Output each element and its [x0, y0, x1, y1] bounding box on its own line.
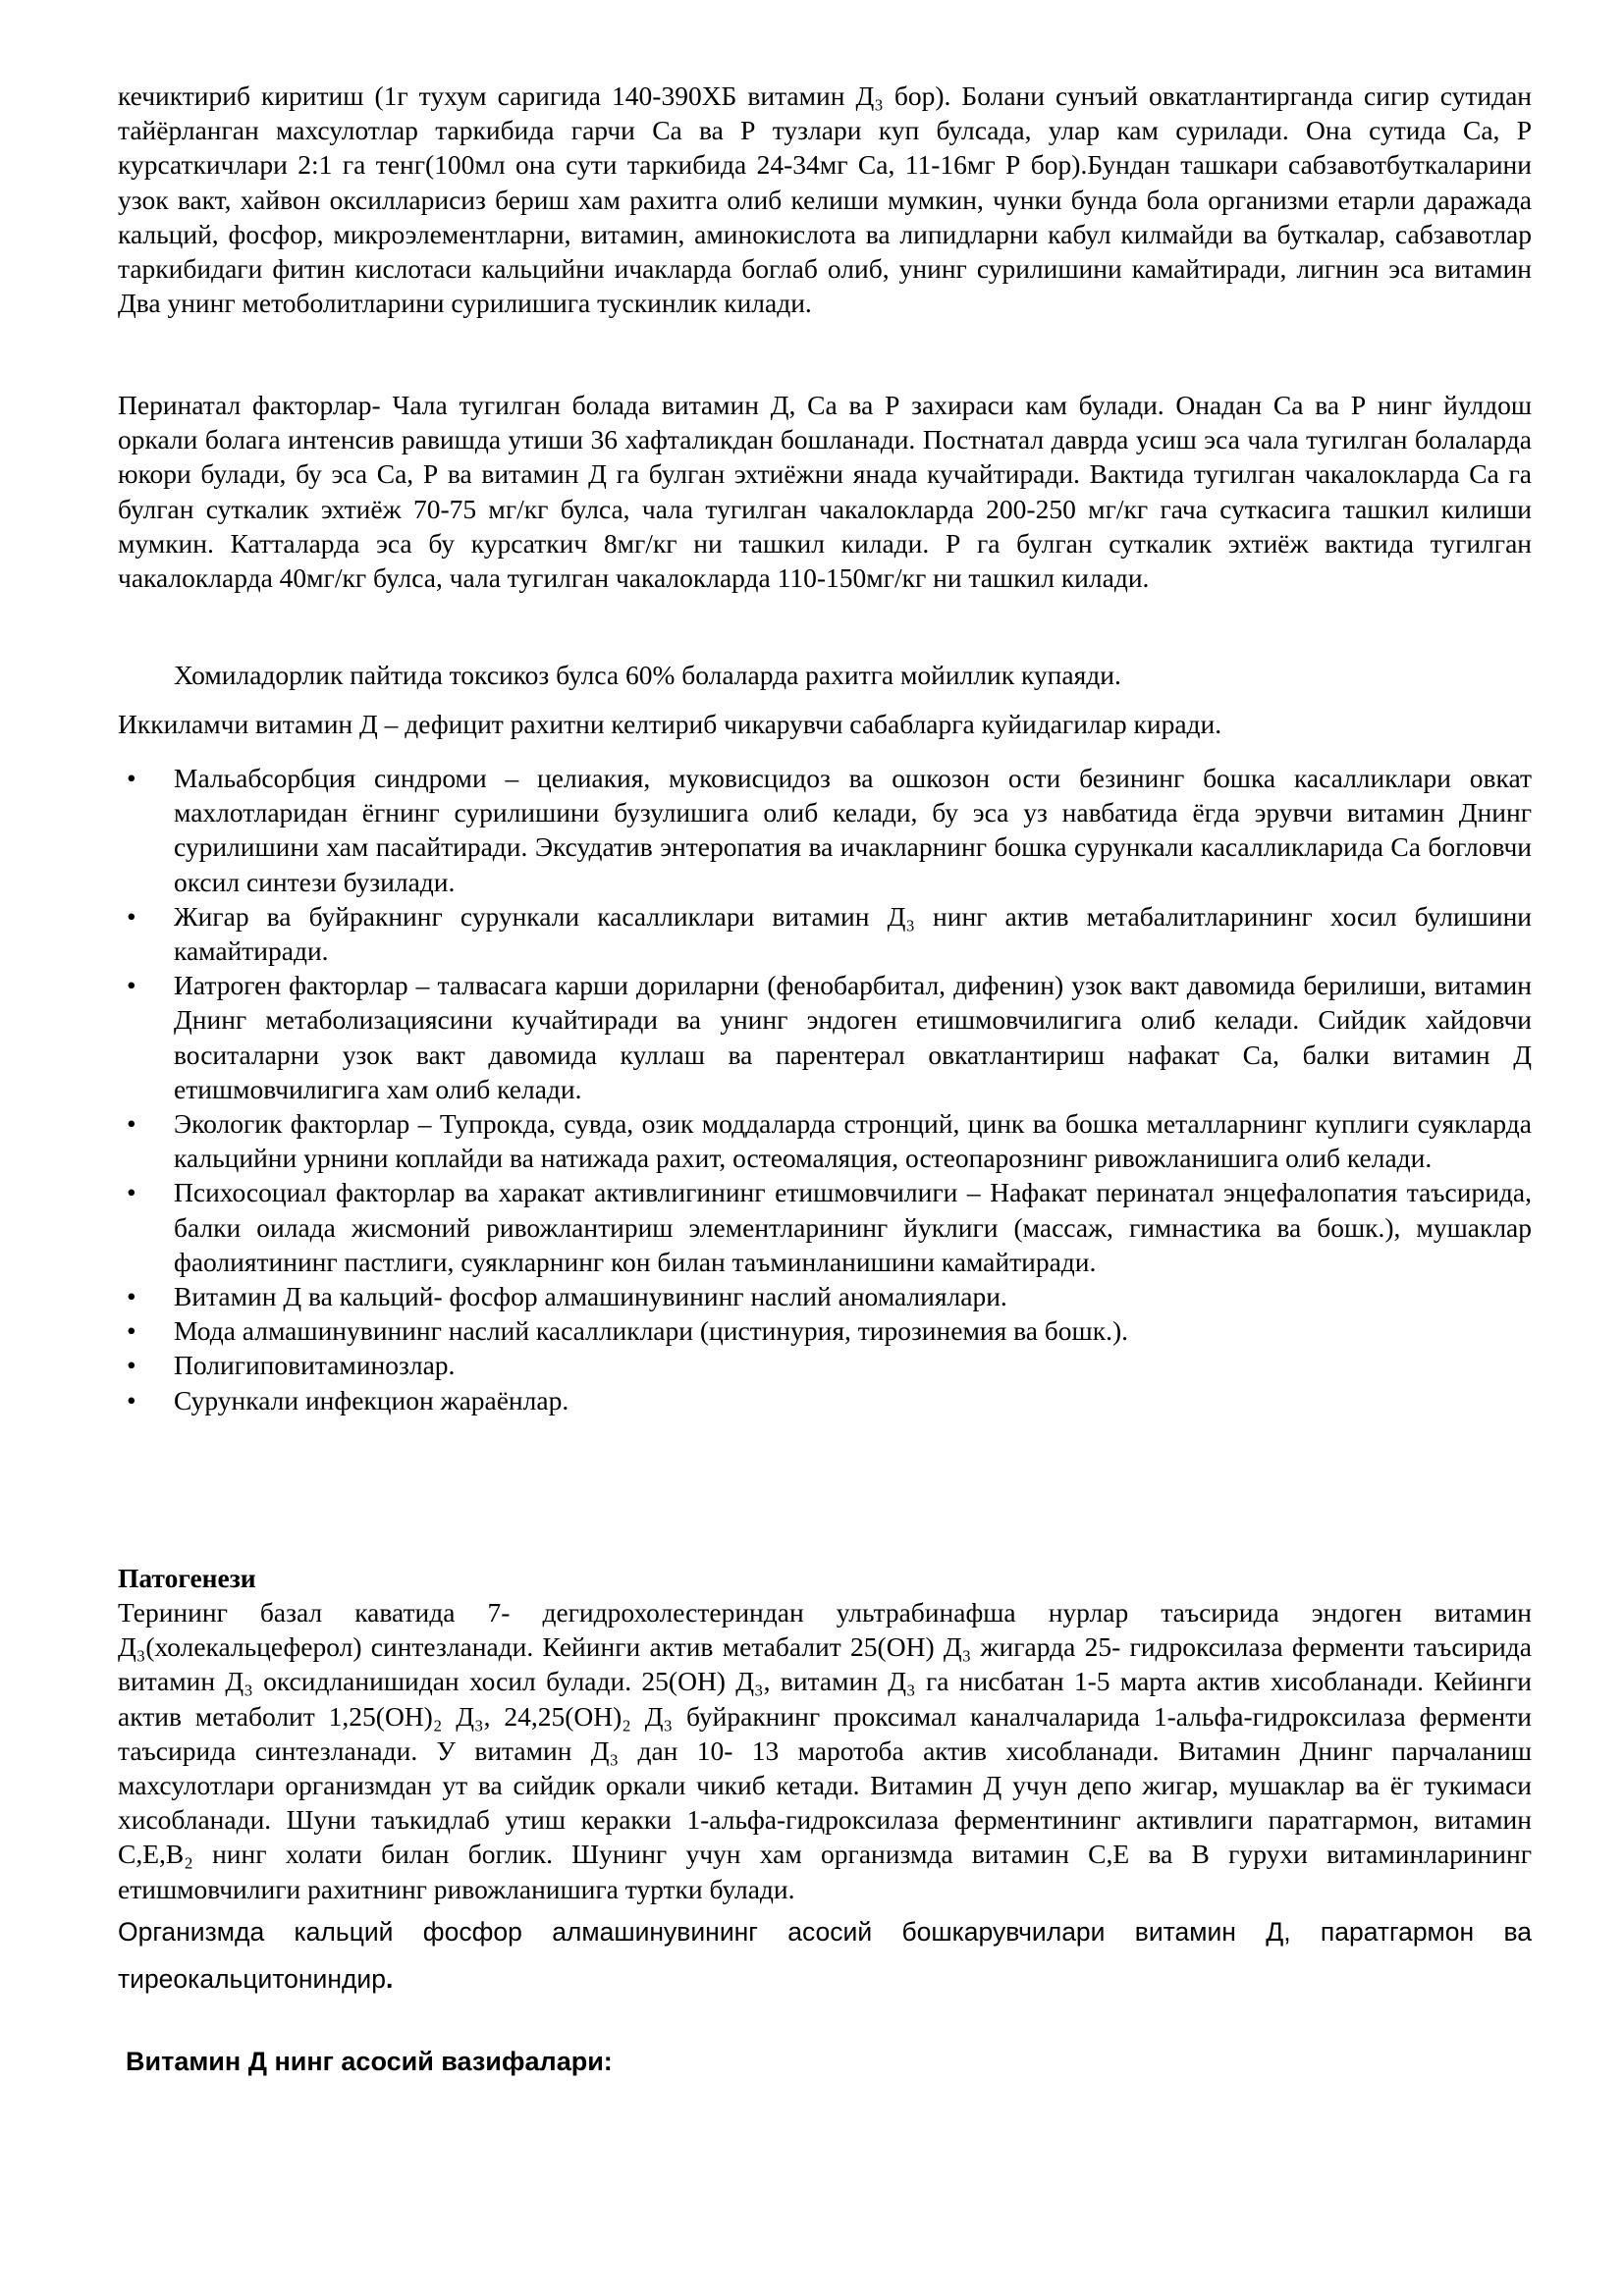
paragraph-nutrition-factors: кечиктириб киритиш (1г тухум саригида 140-390ХБ витамин Д₃ бор). Болани сунъий овкатлантирганда сигир сутидан тайёрланган махсулотлар таркибида гарчи Са ва Р тузлари куп булсада, улар кам сурилади. Она сутида Са, Р курсаткичлари 2:1 га тенг(100мл она сути таркибида 24-34мг Са, 11-16мг Р бор).Бундан ташкари сабзавотбуткаларини узок вакт, хайвон оксилларисиз бериш хам рахитга олиб келиши мумкин, чунки бунда бола организми етарли даражада кальций, фосфор, микроэлементларни, витамин, аминокислота ва липидларни кабул килмайди ва буткалар, сабзавотлар таркибидаги фитин кислотаси кальцийни ичакларда боглаб олиб, унинг сурилишини камайтиради, лигнин эса витамин Два унинг метоболитларини сурилишига тускинлик килади.: [118, 80, 1532, 319]
bullet-item-iatrogenic: [118, 968, 1532, 1106]
bullet-icon: •: [127, 1315, 136, 1347]
bullet-text: Психосоциал факторлар ва харакат активлигининг етишмовчилиги – Нафакат перинатал энцефалопатия таъсирида, балки оилада жисмоний ривожлантириш элементларининг йуклиги (массаж, гимнастика ва бошк.), мушаклар фаолиятининг пастлиги, суякларнинг кон билан таъминланишини камайтиради.: [174, 1177, 1532, 1277]
bullet-text: Иатроген факторлар – талвасага карши дориларни (фенобарбитал, дифенин) узок вакт давомида берилиши, витамин Днинг метаболизациясини кучайтиради ва унинг эндоген етишмовчилигига олиб келади. Сийдик хайдовчи воситаларни узок вакт давомида куллаш ва парентерал овкатлантириш нафакат Са, балки витамин Д етишмовчилигига хам олиб келади.: [174, 970, 1532, 1104]
paragraph-perinatal-factors: Перинатал факторлар- Чала тугилган болада витамин Д, Са ва Р захираси кам булади. Онадан Са ва Р нинг йулдош оркали болага интенсив равишда утиши 36 хафталикдан бошланади. Постнатал даврда усиш эса чала тугилган болаларда юкори булади, бу эса Са, Р ва витамин Д га булган эхтиёжни янада кучайтиради. Вактида тугилган чакалокларда Са га булган суткалик эхтиёж 70-75 мг/кг булса, чала тугилган чакалокларда 200-250 мг/кг гача суткасига ташкил килиши мумкин. Катталарда эса бу курсаткич 8мг/кг ни ташкил килади. Р га булган суткалик эхтиёж вактида тугилган чакалокларда 40мг/кг булса, чала тугилган чакалокларда 110-150мг/кг ни ташкил килади.: [118, 390, 1532, 594]
bullet-icon: •: [127, 970, 136, 1001]
pathogenesis-heading: Патогенези: [118, 1563, 256, 1593]
bullet-item-malabsorption: [118, 761, 1532, 899]
causes-bullet-list: [118, 761, 1532, 1417]
paragraph-pathogenesis: Терининг базал каватида 7- дегидрохолестериндан ультрабинафша нурлар таъсирида эндоген витамин Д₃(холекальцеферол) синтезланади. Кейинги актив метабалит 25(ОН) Д₃ жигарда 25- гидроксилаза ферменти таъсирида витамин Д₃ оксидланишидан хосил булади. 25(ОН) Д₃, витамин Д₃ га нисбатан 1-5 марта актив хисобланади. Кейинги актив метаболит 1,25(ОН)₂ Д₃, 24,25(ОН)₂ Д₃ буйракнинг проксимал каналчаларида 1-альфа-гидроксилаза ферменти таъсирида синтезланади. У витамин Д₃ дан 10- 13 маротоба актив хисобланади. Витамин Днинг парчаланиш махсулотлари организмдан ут ва сийдик оркали чикиб кетади. Витамин Д учун депо жигар, мушаклар ва ёг тукимаси хисобланади. Шуни таъкидлаб утиш керакки 1-альфа-гидроксилаза ферментининг активлиги паратгармон, витамин С,Е,В₂ нинг холати билан боглик. Шунинг учун хам организмда витамин С,Е ва В гурухи витаминларининг етишмовчилиги рахитнинг ривожланишига туртки булади.: [118, 1597, 1532, 1904]
bullet-item-metabolic-diseases: [118, 1313, 1532, 1348]
bullet-item-polyhypovitaminosis: [118, 1348, 1532, 1382]
bullet-icon: •: [127, 1350, 136, 1381]
bullet-item-ecological: [118, 1106, 1532, 1175]
bullet-icon: •: [127, 900, 136, 932]
paragraph-regulators: [118, 1908, 1532, 2002]
paragraph-secondary-deficiency-intro: Иккиламчи витамин Д – дефицит рахитни келтириб чикарувчи сабабларга куйидагилар киради.: [118, 709, 1222, 739]
bullet-icon: •: [127, 1281, 136, 1312]
paragraph-toxicosis: Хомиладорлик пайтида токсикоз булса 60% болаларда рахитга мойиллик купаяди.: [174, 660, 1121, 690]
bullet-icon: •: [127, 763, 136, 793]
bullet-text: Экологик факторлар – Тупрокда, сувда, озик моддаларда стронций, цинк ва бошка металларнинг куплиги суякларда кальцийни урнини коплайди ва натижада рахит, остеомаляция, остеопарознинг ривожланишига олиб келади.: [174, 1108, 1532, 1174]
bullet-item-psychosocial: [118, 1175, 1532, 1279]
bullet-item-liver-kidney: [118, 899, 1532, 968]
bullet-text: Мальабсорбция синдроми – целиакия, муковисцидоз ва ошкозон ости безининг бошка касалликлари овкат махлотларидан ёгнинг сурилишини бузулишига олиб келади, бу эса уз навбатида ёгда эрувчи витамин Днинг сурилишини хам пасайтиради. Эксудатив энтеропатия ва ичакларнинг бошка сурункали касалликларида Са богловчи оксил синтези бузилади.: [174, 763, 1532, 897]
bullet-text: Жигар ва буйракнинг сурункали касалликлари витамин Д₃ нинг актив метабалитларининг хосил булишини камайтиради.: [174, 900, 1532, 967]
vitamin-d-functions-heading: Витамин Д нинг асосий вазифалари:: [126, 2047, 613, 2076]
bullet-item-chronic-infections: [118, 1383, 1532, 1417]
bullet-text: Сурункали инфекцион жараёнлар.: [174, 1384, 569, 1415]
bullet-text: Полигиповитаминозлар.: [174, 1350, 456, 1381]
bullet-item-hereditary-anomalies: [118, 1279, 1532, 1313]
bullet-icon: •: [127, 1384, 136, 1415]
regulators-period: .: [385, 1964, 394, 1994]
bullet-icon: •: [127, 1177, 136, 1208]
bullet-text: Витамин Д ва кальций- фосфор алмашинувининг наслий аномалиялари.: [174, 1281, 1007, 1312]
bullet-text: Мода алмашинувининг наслий касалликлари (цистинурия, тирозинемия ва бошк.).: [174, 1315, 1128, 1347]
regulators-text: Организмда кальций фосфор алмашинувининг асосий бошкарувчилари витамин Д, паратгармон ва тиреокальцитониндир: [118, 1917, 1532, 1994]
bullet-icon: •: [127, 1108, 136, 1140]
